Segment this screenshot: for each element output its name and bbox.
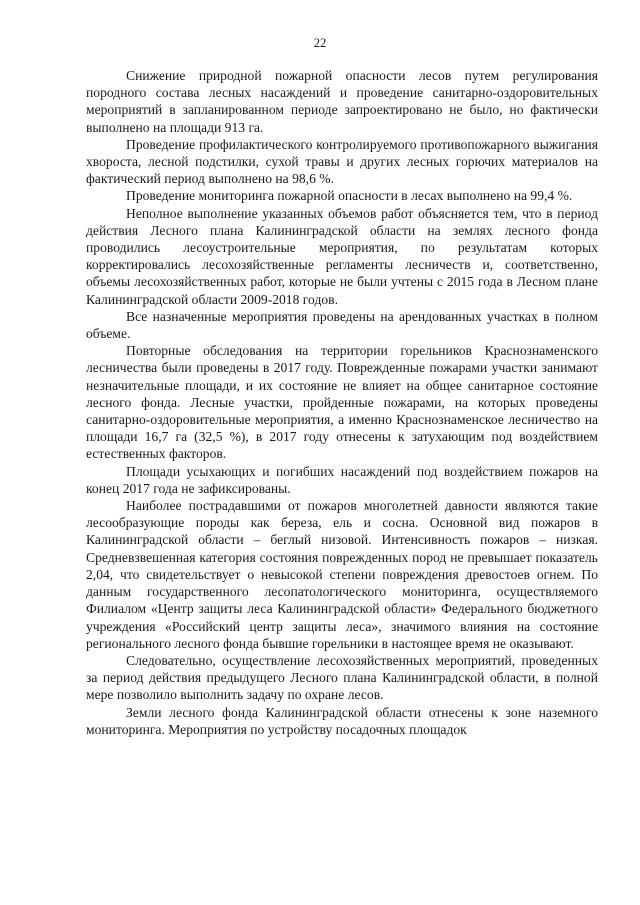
paragraph: Проведение профилактического контролируемого противопожарного выжигания хвороста, лесной подстилки, сухой травы и других лесных горючих материалов на фактический период выполнено на 98,6 %. [86,136,598,187]
body-text [86,67,598,738]
paragraph: Неполное выполнение указанных объемов работ объясняется тем, что в период действия Лесного плана Калининградской области на землях лесного фонда проводились лесоустроительные мероприятия, по результатам которых корректировались лесохозяйственные регламенты лесничеств и, соответственно, объемы лесохозяйственных работ, которые не были учтены с 2015 года в Лесном плане Калининградской области 2009-2018 годов. [86,205,598,307]
paragraph: Снижение природной пожарной опасности лесов путем регулирования породного состава лесных насаждений и проведение санитарно-оздоровительных мероприятий в запланированном периоде запроектировано не было, но фактически выполнено на площади 913 га. [86,68,598,135]
paragraph: Земли лесного фонда Калининградской области отнесены к зоне наземного мониторинга. Мероприятия по устройству посадочных площадок [86,704,598,737]
page-number: 22 [313,36,327,50]
paragraph: Следовательно, осуществление лесохозяйственных мероприятий, проведенных за период действия предыдущего Лесного плана Калининградской области, в полной мере позволило выполнить задачу по охране лесов. [86,652,598,703]
paragraph: Все назначенные мероприятия проведены на арендованных участках в полном объеме. [86,308,598,342]
paragraph: Площади усыхающих и погибших насаждений под воздействием пожаров на конец 2017 года не зафиксированы. [86,463,598,496]
paragraph: Повторные обследования на территории горельников Краснознаменского лесничества были проведены в 2017 году. Поврежденные пожарами участки занимают незначительные площади, и их состояние не влияет на общее санитарное состояние лесного фонда. Лесные участки, пройденные пожарами, на которых проведены санитарно-оздоровительные мероприятия, а именно Краснознаменское лесничество на площади 16,7 га (32,5 %), в 2017 году отнесены к затухающим под воздействием естественных факторов. [86,343,598,462]
paragraph: Проведение мониторинга пожарной опасности в лесах выполнено на 99,4 %. [126,188,573,204]
paragraph: Наиболее пострадавшими от пожаров многолетней давности являются такие лесообразующие породы как береза, ель и сосна. Основной вид пожаров в Калининградской области – беглый низовой. Интенсивность пожаров – низкая. Средневзвешенная категория состояния поврежденных пород не превышает показатель 2,04, что свидетельствует о невысокой степени повреждения древостоев огнем. По данным государственного лесопатологического мониторинга, осуществляемого Филиалом «Центр защиты леса Калининградской области» Федерального бюджетного учреждения «Российский центр защиты леса», значимого влияния на состояние регионального лесного фонда бывшие горельники в настоящее время не оказывают. [86,498,598,651]
